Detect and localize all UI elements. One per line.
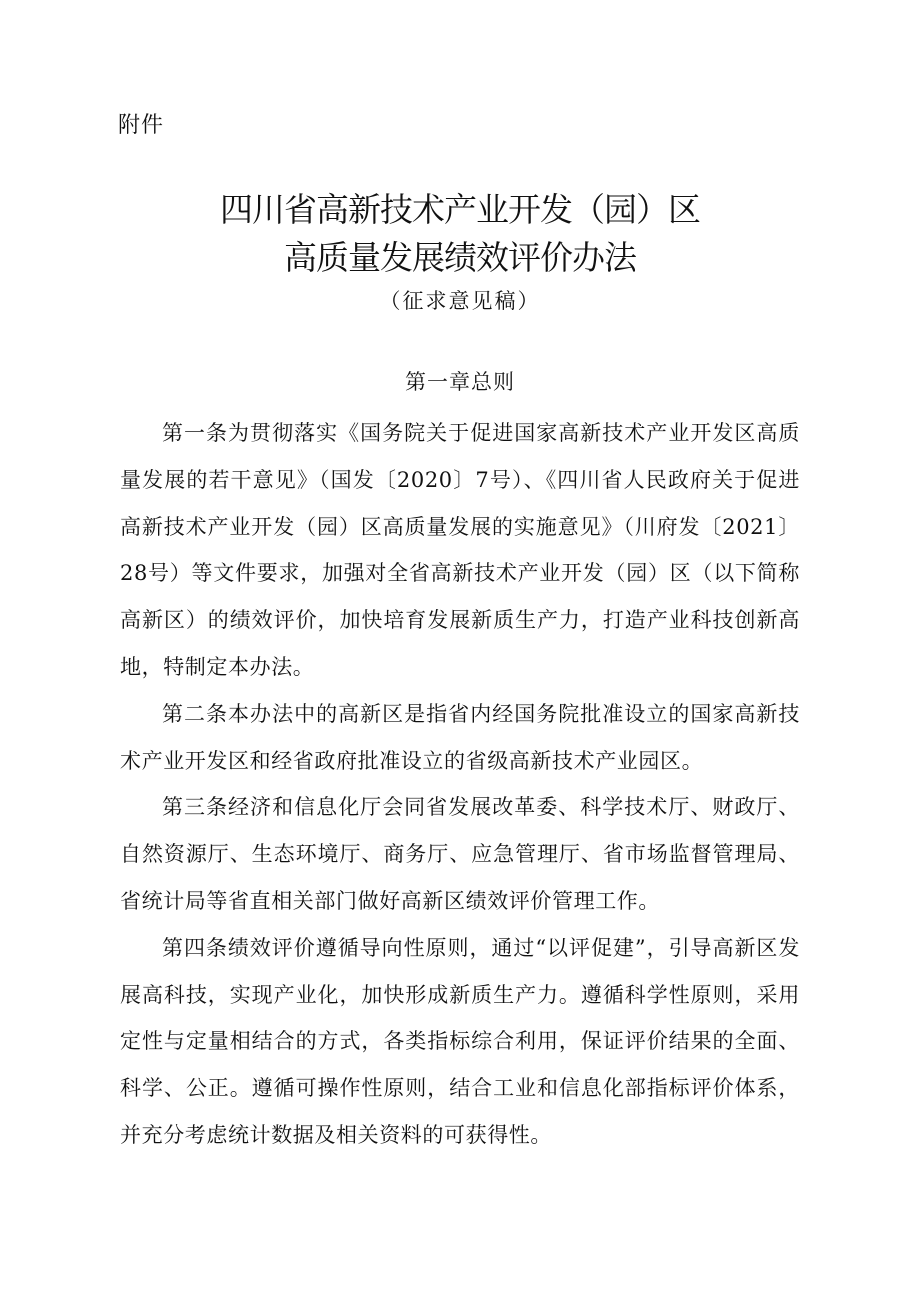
chapter-title: 第一章总则	[405, 370, 515, 394]
document-title-line-1: 四川省高新技术产业开发（园）区	[220, 190, 700, 229]
article-2: 第二条本办法中的高新区是指省内经国务院批准设立的国家高新技术产业开发区和经省政府批准设立的省级高新技术产业园区。	[120, 701, 800, 773]
document-body	[120, 410, 800, 1159]
attachment-label: 附件	[118, 113, 165, 138]
article-3: 第三条经济和信息化厅会同省发展改革委、科学技术厅、财政厅、自然资源厅、生态环境厅、商务厅、应急管理厅、省市场监督管理局、省统计局等省直相关部门做好高新区绩效评价管理工作。	[120, 795, 800, 913]
article-4: 第四条绩效评价遵循导向性原则，通过“以评促建”，引导高新区发展高科技，实现产业化，加快形成新质生产力。遵循科学性原则，采用定性与定量相结合的方式，各类指标综合利用，保证评价结果的全面、科学、公正。遵循可操作性原则，结合工业和信息化部指标评价体系，并充分考虑统计数据及相关资料的可获得性。	[120, 935, 800, 1147]
document-title-line-2: 高质量发展绩效评价办法	[284, 238, 636, 277]
article-1: 第一条为贯彻落实《国务院关于促进国家高新技术产业开发区高质量发展的若干意见》（国发〔2020〕7号）、《四川省人民政府关于促进高新技术产业开发（园）区高质量发展的实施意见》（川府发〔2021〕28号）等文件要求，加强对全省高新技术产业开发（园）区（以下简称高新区）的绩效评价，加快培育发展新质生产力，打造产业科技创新高地，特制定本办法。	[120, 421, 800, 679]
document-subtitle: （征求意见稿）	[379, 289, 541, 313]
